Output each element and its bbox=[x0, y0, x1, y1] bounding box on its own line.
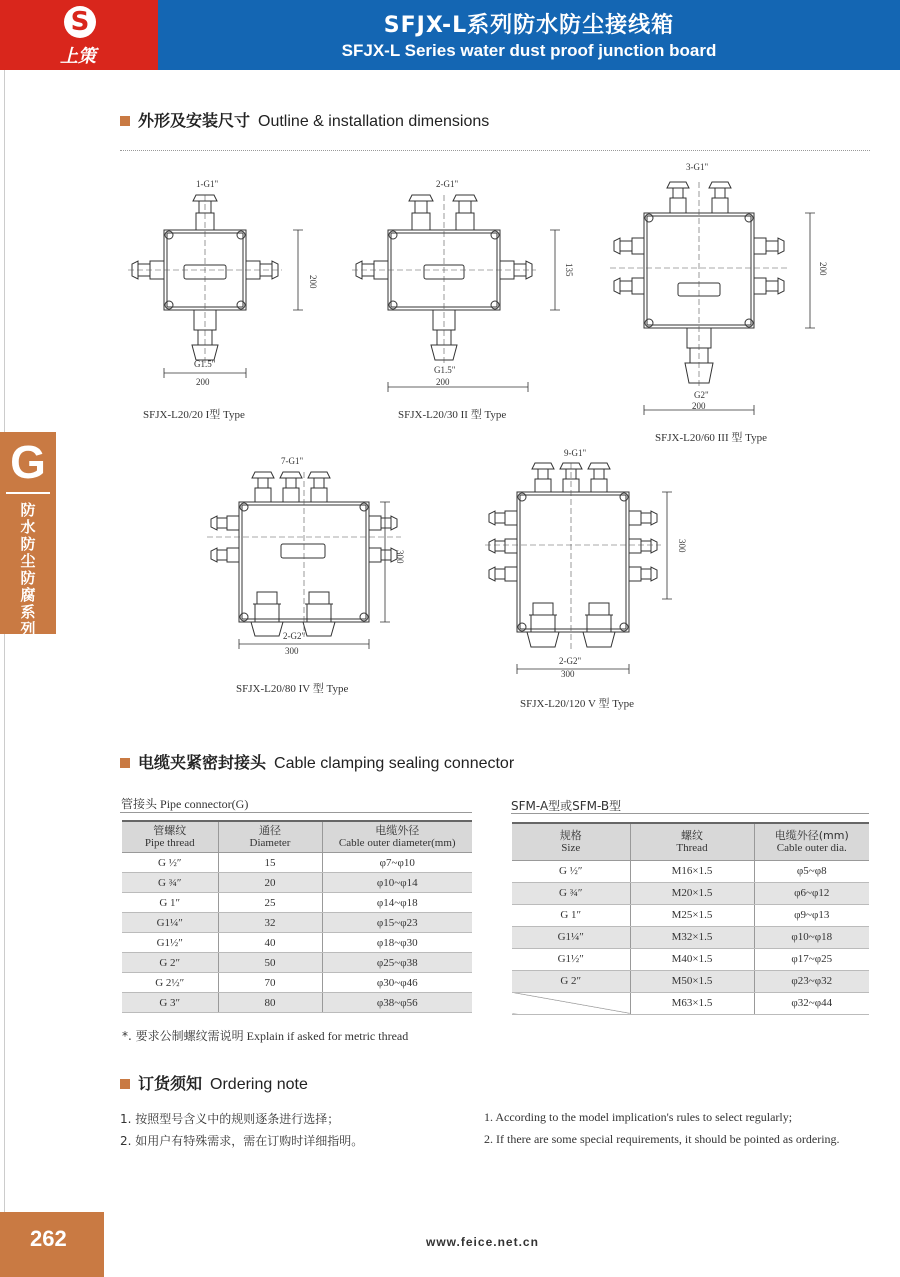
cell: φ25~φ38 bbox=[322, 953, 472, 973]
sfm-header-size bbox=[512, 823, 630, 860]
header-cn: 螺纹 bbox=[681, 828, 703, 842]
table-row bbox=[512, 882, 869, 904]
sfm-table-title-text: SFM-A型或SFM-B型 bbox=[511, 799, 622, 813]
header-en: Thread bbox=[676, 841, 708, 854]
cell: G 2″ bbox=[122, 953, 218, 973]
table-header-row bbox=[122, 821, 472, 853]
sfm-table-title bbox=[511, 797, 621, 814]
section-outline-heading bbox=[120, 108, 489, 131]
cell: φ38~φ56 bbox=[322, 993, 472, 1013]
table-row bbox=[122, 913, 472, 933]
header-cn: 规格 bbox=[559, 828, 582, 842]
order-note-cn-1: 1. 按照型号含义中的规则逐条进行选择； bbox=[120, 1112, 340, 1126]
cell: φ10~φ18 bbox=[754, 926, 869, 948]
drawing-4-height-label: 300 bbox=[395, 550, 405, 564]
cell: M40×1.5 bbox=[630, 948, 754, 970]
table-row bbox=[122, 993, 472, 1013]
header-cn: 电缆外径(mm) bbox=[774, 828, 849, 842]
drawing-1-bottom-label: G1.5" bbox=[194, 359, 216, 369]
metric-thread-note bbox=[122, 1027, 408, 1044]
category-letter: G bbox=[6, 432, 50, 494]
cell: G1¼″ bbox=[512, 926, 630, 948]
drawing-type-4 bbox=[195, 452, 415, 664]
header-en: Pipe thread bbox=[144, 837, 195, 849]
cell: 40 bbox=[218, 933, 322, 953]
cell: φ23~φ32 bbox=[754, 970, 869, 992]
drawing-4-width-label: 300 bbox=[285, 646, 299, 656]
cell: 32 bbox=[218, 913, 322, 933]
header-cn: 管螺纹 bbox=[153, 824, 187, 837]
note-en: Explain if asked for metric thread bbox=[246, 1029, 409, 1043]
drawing-type-5 bbox=[475, 447, 695, 679]
table-row bbox=[122, 933, 472, 953]
drawing-2-caption: SFJX-L20/30 II 型 Type bbox=[398, 409, 507, 421]
header-en: Cable outer dia. bbox=[776, 841, 847, 854]
cell: G1½″ bbox=[122, 933, 218, 953]
order-note-en-2: 2. If there are some special requirements, it should be pointed as ordering. bbox=[484, 1132, 840, 1146]
cell: 20 bbox=[218, 873, 322, 893]
brand-logo bbox=[0, 0, 158, 70]
page-title-en: SFJX-L Series water dust proof junction board bbox=[341, 41, 717, 60]
header-en: Cable outer diameter(mm) bbox=[338, 837, 456, 849]
cell: φ7~φ10 bbox=[322, 853, 472, 873]
section-divider bbox=[120, 150, 870, 151]
table-row bbox=[512, 904, 869, 926]
section-cable-en: Cable clamping sealing connector bbox=[274, 755, 515, 772]
header-cn: 通径 bbox=[259, 824, 281, 837]
cell: 50 bbox=[218, 953, 322, 973]
drawing-2-bottom-label: G1.5" bbox=[434, 365, 456, 375]
cell: G1¼″ bbox=[122, 913, 218, 933]
cell: φ18~φ30 bbox=[322, 933, 472, 953]
drawing-3-caption: SFJX-L20/60 III 型 Type bbox=[655, 432, 767, 444]
pipe-table-title bbox=[121, 795, 248, 812]
drawing-3-height-label: 200 bbox=[818, 262, 828, 276]
cell: M32×1.5 bbox=[630, 926, 754, 948]
section-order-cn: 订货须知 bbox=[138, 1074, 203, 1093]
section-order-en: Ordering note bbox=[210, 1076, 308, 1093]
title-bar bbox=[158, 0, 900, 70]
cell: G 2½″ bbox=[122, 973, 218, 993]
drawing-4-bottom-label: 2-G2" bbox=[283, 631, 306, 641]
pipe-table-rule bbox=[120, 812, 472, 813]
cell: φ9~φ13 bbox=[754, 904, 869, 926]
pipe-table-title-cn: 管接头 bbox=[121, 797, 158, 811]
drawing-3-top-label: 3-G1" bbox=[686, 162, 709, 172]
sfm-table-rule bbox=[511, 813, 869, 814]
page-frame-line bbox=[4, 70, 5, 1277]
cell: 80 bbox=[218, 993, 322, 1013]
cell: G ¾″ bbox=[122, 873, 218, 893]
section-order-heading bbox=[120, 1071, 308, 1094]
section-outline-cn: 外形及安装尺寸 bbox=[138, 111, 251, 130]
table-row bbox=[512, 926, 869, 948]
logo-s-icon: S bbox=[64, 6, 96, 38]
table-row bbox=[512, 992, 869, 1014]
header-en: Diameter bbox=[249, 837, 291, 849]
cell bbox=[512, 992, 630, 1014]
cell: φ17~φ25 bbox=[754, 948, 869, 970]
drawing-5-bottom-label: 2-G2" bbox=[559, 656, 582, 666]
section-marker-icon bbox=[120, 116, 130, 126]
page-title-cn: SFJX-L系列防水防尘接线箱 bbox=[383, 13, 675, 38]
pipe-header-cable bbox=[322, 821, 472, 853]
table-row bbox=[122, 893, 472, 913]
pipe-header-diameter bbox=[218, 821, 322, 853]
cell: M63×1.5 bbox=[630, 992, 754, 1014]
table-row bbox=[512, 860, 869, 882]
drawing-type-1 bbox=[120, 175, 320, 395]
cell: 70 bbox=[218, 973, 322, 993]
order-notes-cn bbox=[120, 1108, 363, 1152]
drawing-1-caption: SFJX-L20/20 I型 Type bbox=[143, 409, 245, 421]
cell: G ½″ bbox=[512, 860, 630, 882]
note-cn: *. 要求公制螺纹需说明 bbox=[122, 1029, 244, 1043]
page-number: 262 bbox=[0, 1212, 104, 1277]
cell: G ½″ bbox=[122, 853, 218, 873]
header-cn: 电缆外径 bbox=[375, 824, 420, 837]
pipe-table-title-en: Pipe connector(G) bbox=[160, 797, 249, 811]
cell: φ15~φ23 bbox=[322, 913, 472, 933]
drawing-2-height-label: 135 bbox=[564, 263, 574, 277]
sfm-header-thread bbox=[630, 823, 754, 860]
drawing-5-width-label: 300 bbox=[561, 669, 575, 679]
table-row bbox=[122, 953, 472, 973]
cell: G 1″ bbox=[512, 904, 630, 926]
cell: φ30~φ46 bbox=[322, 973, 472, 993]
drawing-1-height-label: 200 bbox=[308, 275, 318, 289]
cell: G 2″ bbox=[512, 970, 630, 992]
section-outline-en: Outline & installation dimensions bbox=[258, 113, 490, 130]
cell: 25 bbox=[218, 893, 322, 913]
drawing-1-width-label: 200 bbox=[196, 377, 210, 387]
drawing-5-top-label: 9-G1" bbox=[564, 448, 587, 458]
logo-text: 上策 bbox=[60, 46, 96, 67]
page-header bbox=[0, 0, 900, 70]
drawing-5-height-label: 300 bbox=[677, 539, 687, 553]
order-notes-en bbox=[484, 1106, 840, 1150]
cell: φ6~φ12 bbox=[754, 882, 869, 904]
header-en: Size bbox=[561, 841, 581, 854]
cell: G 1″ bbox=[122, 893, 218, 913]
cell: φ32~φ44 bbox=[754, 992, 869, 1014]
cell: M25×1.5 bbox=[630, 904, 754, 926]
section-cable-cn: 电缆夹紧密封接头 bbox=[138, 753, 267, 772]
drawing-2-top-label: 2-G1" bbox=[436, 179, 459, 189]
order-note-cn-2: 2. 如用户有特殊需求，需在订购时详细指明。 bbox=[120, 1134, 364, 1148]
drawing-1-top-label: 1-G1" bbox=[196, 179, 219, 189]
cell: 15 bbox=[218, 853, 322, 873]
cell: G 3″ bbox=[122, 993, 218, 1013]
cell: M50×1.5 bbox=[630, 970, 754, 992]
cell: φ5~φ8 bbox=[754, 860, 869, 882]
drawing-4-caption: SFJX-L20/80 IV 型 Type bbox=[236, 683, 349, 695]
table-row bbox=[512, 948, 869, 970]
order-note-en-1: 1. According to the model implication's rules to select regularly; bbox=[484, 1110, 793, 1124]
table-row bbox=[122, 853, 472, 873]
cell: φ10~φ14 bbox=[322, 873, 472, 893]
section-marker-icon bbox=[120, 758, 130, 768]
drawing-2-width-label: 200 bbox=[436, 377, 450, 387]
cell: G ¾″ bbox=[512, 882, 630, 904]
section-marker-icon bbox=[120, 1079, 130, 1089]
drawing-5-caption: SFJX-L20/120 V 型 Type bbox=[520, 698, 635, 710]
category-side-tab bbox=[0, 432, 56, 638]
drawing-4-top-label: 7-G1" bbox=[281, 456, 304, 466]
cell: φ14~φ18 bbox=[322, 893, 472, 913]
table-row bbox=[512, 970, 869, 992]
drawing-3-width-label: 200 bbox=[692, 401, 706, 411]
pipe-header-thread bbox=[122, 821, 218, 853]
table-row bbox=[122, 873, 472, 893]
cell: G1½″ bbox=[512, 948, 630, 970]
drawing-3-bottom-label: G2" bbox=[694, 390, 709, 400]
table-header-row bbox=[512, 823, 869, 860]
sfm-connector-table bbox=[512, 822, 869, 1015]
website-url: www.feice.net.cn bbox=[426, 1235, 539, 1249]
section-cable-heading bbox=[120, 750, 514, 773]
cell: M16×1.5 bbox=[630, 860, 754, 882]
category-text: 防水防尘防腐系列 bbox=[20, 501, 36, 638]
cell: M20×1.5 bbox=[630, 882, 754, 904]
sfm-header-cable bbox=[754, 823, 869, 860]
table-row bbox=[122, 973, 472, 993]
drawing-type-2 bbox=[340, 175, 580, 395]
drawing-type-3 bbox=[590, 158, 830, 418]
pipe-connector-table bbox=[122, 820, 472, 1013]
